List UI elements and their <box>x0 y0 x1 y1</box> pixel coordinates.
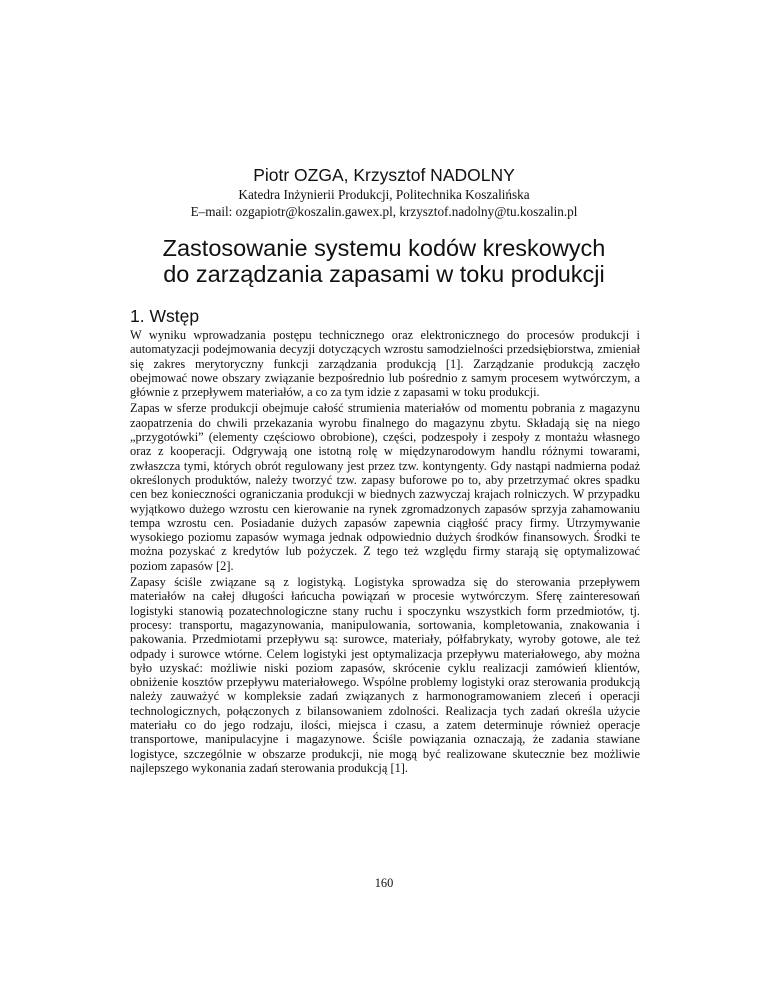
paper-title-line-1: Zastosowanie systemu kodów kreskowych <box>162 235 606 261</box>
paper-title-line-2: do zarządzania zapasami w toku produkcji <box>163 261 605 287</box>
affiliation: Katedra Inżynierii Produkcji, Politechnika Koszalińska <box>238 187 530 202</box>
paragraph: W wyniku wprowadzania postępu technicznego oraz elektronicznego do procesów produkcji i automatyzacji podejmowania decyzji dotyczących wzrostu samodzielności przedsiębiorstwa, zmieniał się zakres merytoryczny funkcji zarządzania produkcją [1]. Zarządzanie produkcją zaczęło obejmować nowe obszary związanie bezpośrednio lub pośrednio z samym procesem wytwórczym, a głównie z przepływem materiałów, a co za tym idzie z zapasami w toku produkcji. <box>130 328 640 400</box>
paragraph: Zapas w sferze produkcji obejmuje całość strumienia materiałów od momentu pobrania z magazynu zaopatrzenia do chwili przekazania wyrobu finalnego do magazynu zbytu. Składają się na niego „przygotówki” (elementy częściowo obrobione), części, podzespoły i zespoły z montażu własnego oraz z kooperacji. Odgrywają one istotną rolę w międzynarodowym handlu różnymi towarami, zwłaszcza tymi, których obrót regulowany jest przez tzw. kontyngenty. Gdy nastąpi nadmierna podaż określonych produktów, należy tworzyć tzw. zapasy buforowe po to, aby przetrzymać okres spadku cen bez konieczności ograniczania produkcji w biednych zazwyczaj krajach rolniczych. W przypadku wyjątkowo dużego wzrostu cen kierowanie na rynek zgromadzonych zapasów sprzyja zahamowaniu tempa wzrostu cen. Posiadanie dużych zapasów zapewnia ciągłość pracy firmy. Utrzymywanie wysokiego poziomu zapasów wymaga jednak odpowiednio dużych środków finansowych. Środki te można pozyskać z kredytów lub pożyczek. Z tego też względu firmy starają się optymalizować poziom zapasów [2]. <box>130 401 640 573</box>
paper-title <box>0 235 768 287</box>
email-line: E–mail: ozgapiotr@koszalin.gawex.pl, krzysztof.nadolny@tu.koszalin.pl <box>190 204 578 219</box>
page-number: 160 <box>374 876 394 890</box>
section-body <box>130 328 640 777</box>
authors: Piotr OZGA, Krzysztof NADOLNY <box>253 165 515 185</box>
paragraph: Zapasy ściśle związane są z logistyką. Logistyka sprowadza się do sterowania przepływem materiałów na całej długości łańcucha powiązań w procesie wytwórczym. Sferę zainteresowań logistyki stanowią pozatechnologiczne stany ruchu i spoczynku wszystkich form przedmiotów, tj. procesy: transportu, magazynowania, manipulowania, sortowania, kompletowania, znakowania i pakowania. Przedmiotami przepływu są: surowce, materiały, półfabrykaty, wyroby gotowe, ale też odpady i surowce wtórne. Celem logistyki jest optymalizacja przepływu materiałowego, aby można było uzyskać: możliwie niski poziom zapasów, skrócenie cyklu realizacji zamówień klientów, obniżenie kosztów przepływu materiałowego. Wspólne problemy logistyki oraz sterowania produkcją należy zauważyć w kompleksie zadań związanych z harmonogramowaniem zleceń i operacji technologicznych, połączonych z bilansowaniem zdolności. Realizacja tych zadań określa użycie materiału co do jego rodzaju, ilości, miejsca i czasu, a zatem determinuje również operacje transportowe, manipulacyjne i magazynowe. Ściśle powiązania oznaczają, że zadania stawiane logistyce, szczególnie w obszarze produkcji, nie mogą być realizowane skutecznie bez możliwie najlepszego wykonania zadań sterowania produkcją [1]. <box>130 575 640 775</box>
section-heading: 1. Wstęp <box>130 306 200 326</box>
